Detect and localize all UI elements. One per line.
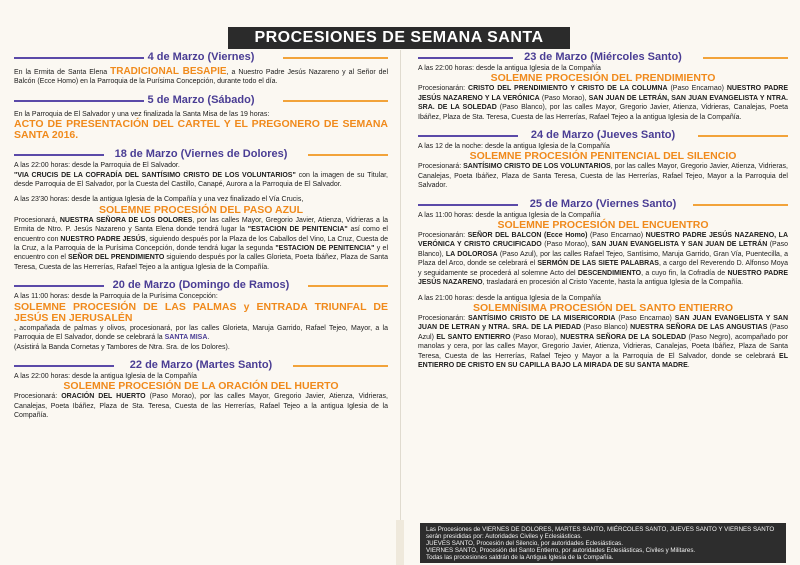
- date-label: 4 de Marzo (Viernes): [144, 51, 259, 63]
- event-silencio: A las 12 de la noche: desde la antigua Iglesia de la Compañía SOLEMNE PROCESIÓN PENITENCIAL DEL SILENCIO Procesionará: SANTÍSIMO CRISTO DE LOS VOLUNTARIOS, por las calles Mayor, Gregorio Javier, Atienza, Vidrieras, Canalejas, Poeta Ibáñez, Plaza de Santa Teresa, Cuesta de las Herrerías, Rafael Tejeo, Mayor a la Parroquia del Salvador.: [418, 143, 788, 190]
- headline-santo-entierro: SOLEMNÍSIMA PROCESIÓN DEL SANTO ENTIERRO: [473, 301, 733, 314]
- date-label: 24 de Marzo (Jueves Santo): [527, 129, 679, 141]
- headline-besapie: TRADICIONAL BESAPIE: [110, 66, 227, 77]
- date-heading-4-marzo: [14, 50, 388, 64]
- date-label: 23 de Marzo (Miércoles Santo): [520, 51, 686, 63]
- event-besapie: En la Ermita de Santa Elena TRADICIONAL BESAPIE, a Nuestro Padre Jesús Nazareno y al Señor del Balcón (Ecce Homo) en la Parroquia de la Purísima Concepción, durante todo el día.: [14, 66, 388, 86]
- presidencia-note: [420, 523, 786, 563]
- headline-paso-azul: SOLEMNE PROCESIÓN DEL PASO AZUL: [99, 203, 303, 216]
- fold-shade: [396, 520, 404, 565]
- event-oracion-huerto: A las 22:00 horas: desde la antigua Iglesia de la Compañía SOLEMNE PROCESIÓN DE LA ORACIÓN DEL HUERTO Procesionará: ORACIÓN DEL HUERTO (Paso Morao), por las calles Mayor, Gregorio Javier, Atienza, Vidrieras, Canalejas, Poeta Ibáñez, Plaza de Sta. Teresa, Cuesta de las Herrerías, Rafael Tejeo a la antigua Iglesia de la Compañía.: [14, 372, 389, 420]
- date-heading-23-marzo: [418, 50, 788, 64]
- headline-oracion-huerto: SOLEMNE PROCESIÓN DE LA ORACIÓN DEL HUERTO: [63, 380, 339, 393]
- date-rule-right: [283, 57, 388, 59]
- date-label: 22 de Marzo (Martes Santo): [126, 359, 276, 371]
- event-paso-azul: A las 23'30 horas: desde la antigua Iglesia de la Compañía y una vez finalizado el Vía Crucis, SOLEMNE PROCESIÓN DEL PASO AZUL Procesionará, NUESTRA SEÑORA DE LOS DOLORES, por las calles Mayor, Gregorio Javier, Atienza, Vidrieras a la Ermita de Ntro. P. Jesús Nazareno y Santa Elena donde tendrá lugar la "ESTACION DE PENITENCIA" así como el encuentro con NUESTRO PADRE JESÚS, siguiendo después por la Plaza de los Caballos del Vino, La Cruz, Cuesta de la Cruz, a la Parroquia de la Purísima Concepción, donde tendrá lugar la segunda "ESTACION DE PENITENCIA" y el encuentro con el SEÑOR DEL PRENDIMIENTO siguiendo después por la calles Glorieta, Poeta Ibáñez, Plaza de Santa Teresa, Cuesta de las Herrerías, Rafael Tejeo a la antigua Iglesia de la Compañía.: [14, 196, 389, 271]
- right-column: [418, 50, 788, 370]
- event-presentacion: En la Parroquia de El Salvador y una vez finalizada la Santa Misa de las 19 horas: ACTO DE PRESENTACIÓN DEL CARTEL Y EL PREGONERO DE SEMANA SANTA 2016.: [14, 110, 388, 142]
- event-encuentro: A las 11:00 horas: desde la antigua Iglesia de la Compañía SOLEMNE PROCESIÓN DEL ENCUENTRO Procesionarán: SEÑOR DEL BALCON (Ecce Homo) (Paso Encarnao) NUESTRO PADRE JESÚS NAZARENO, LA VERÓNICA Y CRISTO CRUCIFICADO (Paso Morao), SAN JUAN EVANGELISTA Y SAN JUAN DE LETRÁN (Paso Blanco), LA DOLOROSA (Paso Azul), por las calles Rafael Tejeo, Santísimo, Maruja Garrido, Gran Vía, Puentecilla, a Plaza del Arco, donde se celebrará el SERMÓN DE LAS SIETE PALABRAS, a cargo del Reverendo D. Alfonso Moya y seguidamente se procederá al solemne Acto del DESCENDIMIENTO, a cuyo fin, la Cofradía de NUESTRO PADRE JESÚS NAZARENO, trasladará en procesión al Cristo Yacente, hasta la antigua Iglesia de la Compañía.: [418, 211, 789, 287]
- date-heading-20-marzo: [14, 278, 388, 292]
- left-column: [14, 50, 388, 421]
- footer-line: Las Procesiones de VIERNES DE DOLORES, MARTES SANTO, MIÉRCOLES SANTO, JUEVES SANTO Y VIERNES SANTO serán presididas por: Autoridades Civiles y Eclesiásticas.: [426, 526, 775, 541]
- footer-line: JUEVES SANTO, Procesión del Silencio, por autoridades Eclesiásticas.: [426, 540, 623, 548]
- date-heading-25-marzo: [418, 197, 788, 211]
- date-heading-24-marzo: [418, 128, 788, 142]
- date-heading-18-marzo: [14, 147, 388, 161]
- date-label: 5 de Marzo (Sábado): [144, 94, 259, 106]
- page-title: PROCESIONES DE SEMANA SANTA: [228, 27, 570, 49]
- date-label: 20 de Marzo (Domingo de Ramos): [109, 279, 294, 291]
- date-heading-5-marzo: [14, 93, 388, 107]
- event-santo-entierro: A las 21:00 horas: desde la antigua Iglesia de la Compañía SOLEMNÍSIMA PROCESIÓN DEL SANTO ENTIERRO Procesionarán: SANTÍSIMO CRISTO DE LA MISERICORDIA (Paso Encarnao) SAN JUAN EVANGELISTA Y SAN JUAN DE LETRAN y NTRA. SRA. DE LA PIEDAD (Paso Blanco) NUESTRA SEÑORA DE LAS ANGUSTIAS (Paso Azul) EL SANTO ENTIERRO (Paso Morao), NUESTRA SEÑORA DE LA SOLEDAD (Paso Negro), acompañado por manolas y cera, por las calles Mayor, Gregorio Javier, Atienza, Vidrieras, Canalejas, Poeta Ibáñez, Plaza de Santa Teresa, Cuesta de las Herrerías, Rafael Tejeo y Mayor a la Parroquia de El Salvador, donde se celebrará EL ENTIERRO DE CRISTO EN SU CAPILLA BAJO LA MIRADA DE SU SANTA MADRE.: [418, 294, 789, 369]
- headline-silencio: SOLEMNE PROCESIÓN PENITENCIAL DEL SILENCIO: [469, 150, 737, 163]
- footer-line: Todas las procesiones saldrán de la Antigua Iglesia de la Compañía.: [426, 554, 614, 562]
- date-heading-22-marzo: [14, 358, 388, 372]
- column-divider: [400, 50, 401, 550]
- headline-palmas: SOLEMNE PROCESIÓN DE LAS PALMAS y ENTRADA TRIUNFAL DE JESÚS EN JERUSALÉN: [14, 300, 388, 324]
- event-via-crucis: A las 22:00 horas: desde la Parroquia de El Salvador. "VIA CRUCIS DE LA COFRADÍA DEL SANTÍSIMO CRISTO DE LOS VOLUNTARIOS" con la imagen de su Titular, desde Parroquia de El Salvador, por la Cuesta del Castillo, Canapé, Aurora a la Parroquia de El Salvador.: [14, 162, 388, 189]
- headline-prendimiento: SOLEMNE PROCESIÓN DEL PRENDIMIENTO: [490, 72, 716, 85]
- footer-line: VIERNES SANTO, Procesión del Santo Entierro, por autoridades Eclesiásticas, Civiles y Militares.: [426, 547, 696, 555]
- headline-encuentro: SOLEMNE PROCESIÓN DEL ENCUENTRO: [497, 219, 709, 232]
- date-rule-left: [14, 57, 144, 59]
- event-prendimiento: A las 22:00 horas: desde la antigua Iglesia de la Compañía SOLEMNE PROCESIÓN DEL PRENDIMIENTO Procesionarán: CRISTO DEL PRENDIMIENTO Y CRISTO DE LA COLUMNA (Paso Encarnao) NUESTRO PADRE JESÚS NAZARENO Y LA VERÓNICA (Paso Morao), SAN JUAN DE LETRÁN, SAN JUAN EVANGELISTA Y NTRA. SRA. DE LA SOLEDAD (Paso Blanco), por las calles Mayor, Gregorio Javier, Atienza, Vidrieras, Canalejas, Poeta Ibáñez, Plaza de Sta. Teresa, Cuesta de las Herrerías, Rafael Tejeo a la antigua Iglesia de la Compañía.: [418, 65, 789, 121]
- date-label: 25 de Marzo (Viernes Santo): [526, 198, 681, 210]
- event-palmas: A las 11:00 horas: desde la Parroquia de la Purísima Concepción: SOLEMNE PROCESIÓN DE LAS PALMAS y ENTRADA TRIUNFAL DE JESÚS EN JERUSALÉN , acompañada de palmas y olivos, procesionará, por las calles Glorieta, Maruja Garrido, Rafael Tejeo, Mayor, a la Parroquia de El Salvador, donde se celebrará la SANTA MISA. (Asistirá la Banda Cornetas y Tambores de Ntra. Sra. de los Dolores).: [14, 293, 388, 351]
- date-label: 18 de Marzo (Viernes de Dolores): [111, 148, 292, 160]
- headline-presentacion: ACTO DE PRESENTACIÓN DEL CARTEL Y EL PREGONERO DE SEMANA SANTA 2016.: [14, 118, 388, 142]
